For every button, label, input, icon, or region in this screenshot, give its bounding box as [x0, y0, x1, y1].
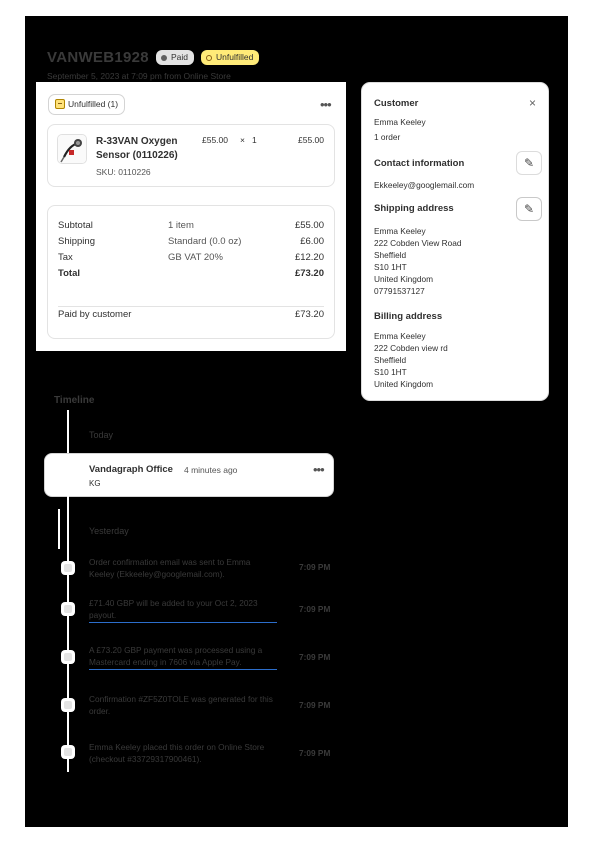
timeline-event: Order confirmation email was sent to Emma Keeley (Ekkeeley@googlemail.com).: [89, 557, 251, 579]
summary-label: Shipping: [58, 236, 95, 247]
unfulfilled-box-icon: [55, 99, 65, 109]
customer-email[interactable]: Ekkeeley@googlemail.com: [374, 180, 475, 190]
timeline-event-time: 7:09 PM: [299, 748, 331, 758]
customer-title: Customer: [374, 98, 419, 109]
pencil-icon: ✎: [523, 202, 535, 216]
billing-address-line: Emma Keeley: [374, 331, 426, 341]
contact-information-title: Contact information: [374, 158, 465, 169]
timeline-event-expandable[interactable]: A £73.20 GBP payment was processed using a Mastercard ending in 7606 via Apple Pay.: [89, 644, 277, 670]
timeline-title: Timeline: [54, 395, 95, 406]
timeline-comment-card: [44, 453, 334, 497]
paid-badge: [156, 50, 194, 65]
product-title[interactable]: R-33VAN Oxygen Sensor (0110226): [96, 136, 178, 161]
summary-divider: [58, 306, 324, 307]
billing-address-line: 222 Cobden view rd: [374, 343, 448, 353]
comment-author: Vandagraph Office: [89, 464, 173, 475]
shipping-address-line: Emma Keeley: [374, 226, 426, 236]
comment-body: KG: [89, 479, 101, 488]
summary-detail: Standard (0.0 oz): [168, 236, 242, 247]
customer-card: [361, 82, 549, 401]
unfulfilled-badge-label: Unfulfilled: [216, 52, 254, 62]
timeline-node-icon: [61, 745, 75, 759]
customer-name-link[interactable]: Emma Keeley: [374, 117, 426, 127]
product-sku: SKU: 0110226: [96, 167, 151, 177]
shipping-address-line: United Kingdom: [374, 274, 434, 284]
timeline-event-expandable[interactable]: £71.40 GBP will be added to your Oct 2, 2023 payout.: [89, 597, 277, 623]
unfulfilled-status-pill: [48, 94, 125, 115]
timeline-line: [67, 410, 69, 456]
summary-row-subtotal: [58, 220, 324, 233]
billing-address-title: Billing address: [374, 311, 443, 322]
timeline-event: Confirmation #ZF5Z0TOLE was generated for this order.: [89, 694, 273, 716]
comment-time: 4 minutes ago: [184, 465, 238, 475]
timeline-event: Emma Keeley placed this order on Online Store (checkout #33729317900461).: [89, 742, 265, 764]
shipping-address-line: Sheffield: [374, 250, 407, 260]
summary-amount: £73.20: [294, 268, 324, 279]
timeline-date-yesterday: Yesterday: [89, 526, 129, 536]
summary-row-tax: [58, 252, 324, 265]
timeline-gap-marker: [58, 509, 60, 549]
shipping-address-line: S10 1HT: [374, 262, 407, 272]
summary-amount: £12.20: [294, 252, 324, 263]
product-line-total: £55.00: [298, 135, 324, 145]
timeline-node-icon: [61, 602, 75, 616]
edit-contact-button[interactable]: [516, 151, 542, 175]
paid-dot-icon: [161, 55, 167, 61]
close-icon[interactable]: ×: [528, 96, 536, 110]
customer-order-count[interactable]: 1 order: [374, 132, 401, 142]
timeline-event-time: 7:09 PM: [299, 700, 331, 710]
line-item-card: [47, 124, 335, 187]
summary-row-paid: [58, 309, 324, 322]
shipping-phone: 07791537127: [374, 286, 425, 296]
summary-label: Tax: [58, 252, 73, 263]
summary-label: Subtotal: [58, 220, 93, 231]
pencil-icon: ✎: [523, 156, 535, 170]
summary-detail: 1 item: [168, 220, 194, 231]
summary-row-total: [58, 268, 324, 281]
unfulfilled-status-label: Unfulfilled (1): [68, 99, 119, 109]
timeline-event-time: 7:09 PM: [299, 652, 331, 662]
fulfillment-more-icon[interactable]: •••: [320, 97, 331, 112]
multiply-sign: ×: [240, 135, 245, 145]
billing-address-line: United Kingdom: [374, 379, 434, 389]
product-quantity: 1: [252, 135, 257, 145]
unfulfilled-dot-icon: [206, 55, 212, 61]
shipping-address-line: 222 Cobden View Road: [374, 238, 462, 248]
payment-summary-card: [47, 205, 335, 339]
oxygen-sensor-image-icon: [58, 135, 87, 164]
timeline-node-icon: [61, 561, 75, 575]
timeline-line: [67, 496, 69, 772]
shipping-address-title: Shipping address: [374, 203, 454, 214]
comment-more-icon[interactable]: •••: [313, 462, 324, 477]
unfulfilled-badge: [201, 50, 259, 65]
timeline-node-icon: [61, 650, 75, 664]
billing-address-line: Sheffield: [374, 355, 407, 365]
summary-amount: £6.00: [300, 236, 324, 247]
order-subtitle: September 5, 2023 at 7:09 pm from Online Store: [47, 71, 231, 81]
paid-badge-label: Paid: [171, 52, 189, 62]
edit-shipping-address-button[interactable]: [516, 197, 542, 221]
fulfillment-panel: [36, 82, 346, 351]
product-thumbnail[interactable]: [57, 134, 87, 164]
summary-row-shipping: [58, 236, 324, 249]
order-title: VANWEB1928: [47, 49, 149, 66]
timeline-event-time: 7:09 PM: [299, 604, 331, 614]
paid-by-customer-amount: £73.20: [294, 309, 324, 320]
paid-by-customer-label: Paid by customer: [58, 309, 132, 320]
timeline-node-icon: [61, 698, 75, 712]
summary-detail: GB VAT 20%: [168, 252, 223, 263]
summary-label: Total: [58, 268, 80, 279]
product-unit-price: £55.00: [202, 135, 228, 145]
timeline-event-time: 7:09 PM: [299, 562, 331, 572]
timeline-date-today: Today: [89, 430, 114, 440]
billing-address-line: S10 1HT: [374, 367, 407, 377]
summary-amount: £55.00: [294, 220, 324, 231]
